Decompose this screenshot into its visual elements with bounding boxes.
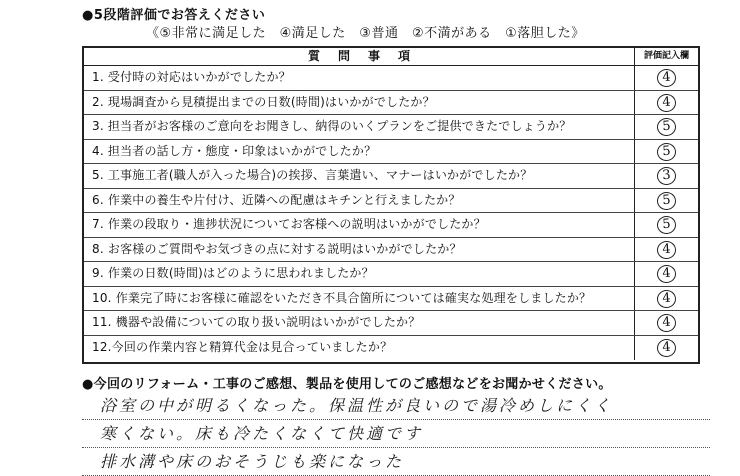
rating-scale-legend: 《⑤非常に満足した ④満足した ③普通 ②不満がある ①落胆した》 [146, 26, 585, 41]
rating-cell [635, 115, 698, 139]
handwritten-rating: 4 [656, 338, 676, 357]
question-text: 4. 担当者の話し方・態度・印象はいかがでしたか？ [84, 140, 635, 164]
handwritten-rating: 5 [656, 142, 676, 161]
rating-cell [635, 91, 698, 115]
question-text: 7. 作業の段取り・進捗状況についてお客様への説明はいかがでしたか？ [84, 213, 635, 237]
handwritten-rating: 4 [656, 289, 676, 308]
comment-area [82, 393, 722, 476]
question-text: 11. 機器や設備についての取り扱い説明はいかがでしたか？ [84, 311, 635, 335]
rating-cell [635, 140, 698, 164]
rating-cell [635, 336, 698, 361]
handwritten-rating: 4 [656, 313, 676, 332]
handwritten-comment-line: 寒くない。床も冷たくなくて快適です [82, 421, 710, 448]
table-row [84, 238, 698, 263]
table-row [84, 311, 698, 336]
table-row [84, 287, 698, 312]
survey-table [82, 46, 700, 364]
handwritten-rating: 5 [656, 215, 676, 234]
table-row [84, 140, 698, 165]
question-text: 3. 担当者がお客様のご意向をお聞きし、納得のいくプランをご提供できたでしょうか？ [84, 115, 635, 139]
rating-cell [635, 262, 698, 286]
question-text: 10. 作業完了時にお客様に確認をいただき不具合箇所については確実な処理をしましたか？ [84, 287, 635, 311]
table-row [84, 213, 698, 238]
rating-cell [635, 66, 698, 90]
table-row [84, 336, 698, 361]
question-text: 8. お客様のご質問やお気づきの点に対する説明はいかがでしたか？ [84, 238, 635, 262]
question-text: 12.今回の作業内容と精算代金は見合っていましたか？ [84, 336, 635, 361]
rating-cell [635, 189, 698, 213]
table-row [84, 66, 698, 91]
rating-cell [635, 311, 698, 335]
table-header-row [84, 48, 698, 66]
rating-column-header: 評価記入欄 [643, 51, 689, 61]
handwritten-rating: 5 [656, 117, 676, 136]
table-row [84, 189, 698, 214]
table-row [84, 164, 698, 189]
handwritten-rating: 4 [656, 264, 676, 283]
question-text: 2. 現場調査から見積提出までの日数(時間)はいかがでしたか？ [84, 91, 635, 115]
rating-cell [635, 287, 698, 311]
handwritten-comment-line: 浴室の中が明るくなった。保温性が良いので湯冷めしにくく [82, 393, 710, 420]
table-row [84, 115, 698, 140]
table-row [84, 91, 698, 116]
question-text: 1. 受付時の対応はいかがでしたか？ [84, 66, 635, 90]
question-text: 6. 作業中の養生や片付け、近隣への配慮はキチンと行えましたか？ [84, 189, 635, 213]
handwritten-rating: 5 [656, 191, 676, 210]
question-text: 9. 作業の日数(時間)はどのように思われましたか？ [84, 262, 635, 286]
handwritten-rating: 4 [656, 240, 676, 259]
rating-cell [635, 238, 698, 262]
handwritten-rating: 4 [656, 68, 676, 87]
handwritten-rating: 4 [656, 93, 676, 112]
table-row [84, 262, 698, 287]
question-rows [84, 66, 698, 360]
question-column-header: 質問事項 [84, 48, 635, 66]
handwritten-comment-line: 排水溝や床のおそうじも楽になった [82, 449, 710, 476]
comment-section-label: ●今回のリフォーム・工事のご感想、製品を使用してのご感想などをお聞かせください。 [82, 377, 612, 392]
rating-cell [635, 164, 698, 188]
rating-cell [635, 213, 698, 237]
handwritten-rating: 3 [656, 166, 676, 185]
survey-header-title: ●5段階評価でお答えください [82, 8, 266, 23]
question-text: 5. 工事施工者(職人が入った場合)の挨拶、言葉遣い、マナーはいかがでしたか？ [84, 164, 635, 188]
